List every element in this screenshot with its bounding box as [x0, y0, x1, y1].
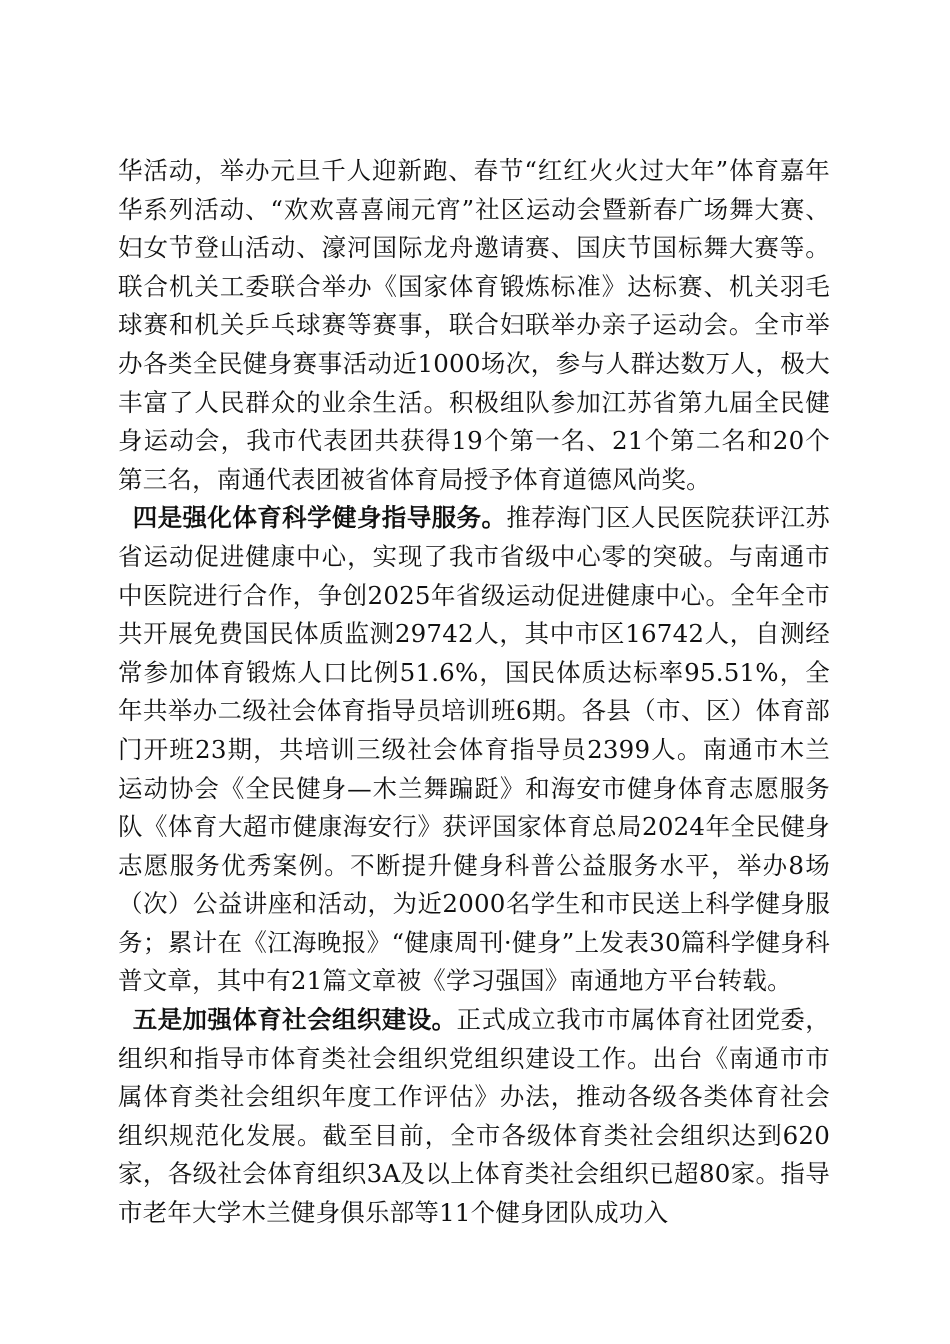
section-four-heading: 四是强化体育科学健身指导服务。 — [132, 503, 507, 533]
paragraph-continuation — [118, 152, 830, 499]
paragraph-body: 推荐海门区人民医院获评江苏省运动促进健康中心，实现了我市省级中心零的突破。与南通市中医院进行合作，争创2025年省级运动促进健康中心。全年全市共开展免费国民体质监测29742人，其中市区16742人，自测经常参加体育锻炼人口比例51.6%，国民体质达标率95.51%，全年共举办二级社会体育指导员培训班6期。各县（市、区）体育部门开班23期，共培训三级社会体育指导员2399人。南通市木兰运动协会《全民健身—木兰舞蹁跹》和海安市健身体育志愿服务队《体育大超市健康海安行》获评国家体育总局2024年全民健身志愿服务优秀案例。不断提升健身科普公益服务水平，举办8场（次）公益讲座和活动，为近2000名学生和市民送上科学健身服务；累计在《江海晚报》“健康周刊·健身”上发表30篇科学健身科普文章，其中有21篇文章被《学习强国》南通地方平台转载。 — [118, 503, 830, 996]
paragraph-section-five — [118, 1001, 830, 1233]
paragraph-section-four — [118, 499, 830, 1001]
paragraph-body: 华活动，举办元旦千人迎新跑、春节“红红火火过大年”体育嘉年华系列活动、“欢欢喜喜闹元宵”社区运动会暨新春广场舞大赛、妇女节登山活动、濠河国际龙舟邀请赛、国庆节国标舞大赛等。联合机关工委联合举办《国家体育锻炼标准》达标赛、机关羽毛球赛和机关乒乓球赛等赛事，联合妇联举办亲子运动会。全市举办各类全民健身赛事活动近1000场次，参与人群达数万人，极大丰富了人民群众的业余生活。积极组队参加江苏省第九届全民健身运动会，我市代表团共获得19个第一名、21个第二名和20个第三名，南通代表团被省体育局授予体育道德风尚奖。 — [118, 156, 830, 494]
paragraph-body: 正式成立我市市属体育社团党委，组织和指导市体育类社会组织党组织建设工作。出台《南通市市属体育类社会组织年度工作评估》办法，推动各级各类体育社会组织规范化发展。截至目前，全市各级体育类社会组织达到620家，各级社会体育组织3A及以上体育类社会组织已超80家。指导市老年大学木兰健身俱乐部等11个健身团队成功入 — [118, 1005, 831, 1228]
document-body — [118, 152, 830, 1233]
section-five-heading: 五是加强体育社会组织建设。 — [132, 1005, 457, 1035]
